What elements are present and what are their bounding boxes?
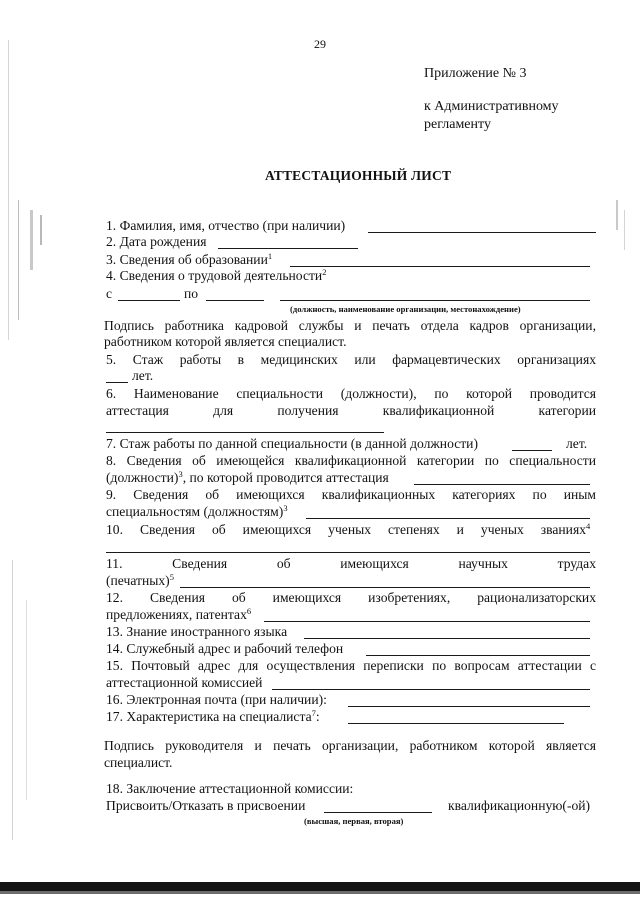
field-label-birth-date: 2. Дата рождения (106, 234, 207, 249)
assign-refuse-label: Присвоить/Отказать в присвоении (106, 798, 306, 813)
field-label-current-category: 8. Сведения об имеющейся квалификационной категории по специальности (106, 453, 596, 468)
period-from-label: с (106, 286, 113, 301)
publications-line (180, 587, 590, 588)
field-label-work-history: 4. Сведения о трудовой деятельности$^2$ (106, 267, 327, 283)
period-to-line (206, 300, 264, 301)
scan-bottom-edge (0, 882, 640, 891)
caption-category-options: (высшая, первая, вторая) (304, 816, 404, 826)
field-label-other-categories: 9. Сведения об имеющихся квалификационных категориях по иным (106, 487, 596, 502)
postal-address-line (272, 689, 590, 690)
period-to-label: по (184, 286, 199, 301)
scan-artifact (40, 215, 42, 245)
appendix-label: Приложение № 3 (424, 66, 527, 81)
field-label-characteristic: 17. Характеристика на специалиста$^7$: (106, 708, 320, 724)
medical-experience-line (106, 382, 128, 383)
field-label-foreign-language: 13. Знание иностранного языка (106, 624, 288, 639)
field-label-inventions: 12. Сведения об имеющихся изобретениях, рационализаторских (106, 590, 596, 605)
field-label-email: 16. Электронная почта (при наличии): (106, 692, 327, 707)
current-category-line (414, 484, 590, 485)
foreign-language-line (304, 638, 590, 639)
field-label-other-categories-cont: специальностям (должностям)$^3$ (106, 503, 288, 519)
field-label-commission-conclusion: 18. Заключение аттестационной комиссии: (106, 781, 354, 796)
scan-artifact (30, 210, 33, 270)
qualification-label: квалификационную(-ой) (448, 798, 591, 813)
specialty-line (106, 432, 384, 433)
field-label-education: 3. Сведения об образовании$^1$ (106, 251, 273, 267)
scan-artifact (616, 200, 618, 230)
caption-work-details: (должность, наименование организации, местонахождение) (290, 304, 521, 314)
specialty-experience-line (512, 450, 552, 451)
head-signature-text: Подпись руководителя и печать организации, работником которой является (104, 738, 596, 753)
field-label-postal-address: 15. Почтовый адрес для осуществления переписки по вопросам аттестации с (106, 658, 596, 673)
field-label-medical-experience: 5. Стаж работы в медицинских или фармацевтических организациях (106, 352, 596, 367)
category-line (324, 812, 432, 813)
inventions-line (264, 621, 590, 622)
full-name-line (368, 232, 596, 233)
field-label-publications: 11. Сведения об имеющихся научных трудах (106, 556, 596, 571)
field-label-degrees: 10. Сведения об имеющихся ученых степенях и ученых званиях$^4$ (106, 521, 591, 537)
education-line (290, 266, 590, 267)
specialty-experience-unit: лет. (566, 436, 588, 451)
scan-artifact (18, 200, 19, 320)
hr-signature-text: Подпись работника кадровой службы и печать отдела кадров организации, (104, 318, 596, 333)
appendix-reference-cont: регламенту (424, 117, 491, 132)
field-label-specialty-cont: аттестация для получения квалификационной категории (106, 403, 596, 418)
field-label-specialty: 6. Наименование специальности (должности), по которой проводится (106, 386, 596, 401)
scan-artifact (8, 40, 9, 340)
email-line (348, 706, 590, 707)
medical-experience-unit: лет. (132, 368, 154, 383)
degrees-line (106, 552, 590, 553)
hr-signature-text-cont: работником которой является специалист. (104, 334, 347, 349)
field-label-work-address: 14. Служебный адрес и рабочий телефон (106, 641, 344, 656)
work-address-line (366, 655, 590, 656)
head-signature-text-cont: специалист. (104, 755, 173, 770)
scan-artifact (624, 210, 625, 250)
period-from-line (118, 300, 180, 301)
characteristic-line (348, 723, 564, 724)
field-label-publications-cont: (печатных)$^5$ (106, 572, 174, 588)
appendix-reference: к Административному (424, 99, 559, 114)
field-label-full-name: 1. Фамилия, имя, отчество (при наличии) (106, 218, 346, 233)
scan-bottom-edge-shadow (0, 891, 640, 894)
page-number: 29 (314, 37, 326, 51)
scan-artifact (12, 560, 13, 840)
field-label-current-category-cont: (должности)$^3$, по которой проводится аттестация (106, 469, 389, 485)
field-label-postal-address-cont: аттестационной комиссией (106, 675, 263, 690)
field-label-specialty-experience: 7. Стаж работы по данной специальности (в данной должности) (106, 436, 478, 451)
other-categories-line (306, 518, 590, 519)
scan-artifact (26, 600, 27, 800)
work-details-line (280, 300, 590, 301)
document-title: АТТЕСТАЦИОННЫЙ ЛИСТ (265, 168, 452, 183)
field-label-inventions-cont: предложениях, патентах$^6$ (106, 606, 252, 622)
birth-date-line (218, 248, 358, 249)
